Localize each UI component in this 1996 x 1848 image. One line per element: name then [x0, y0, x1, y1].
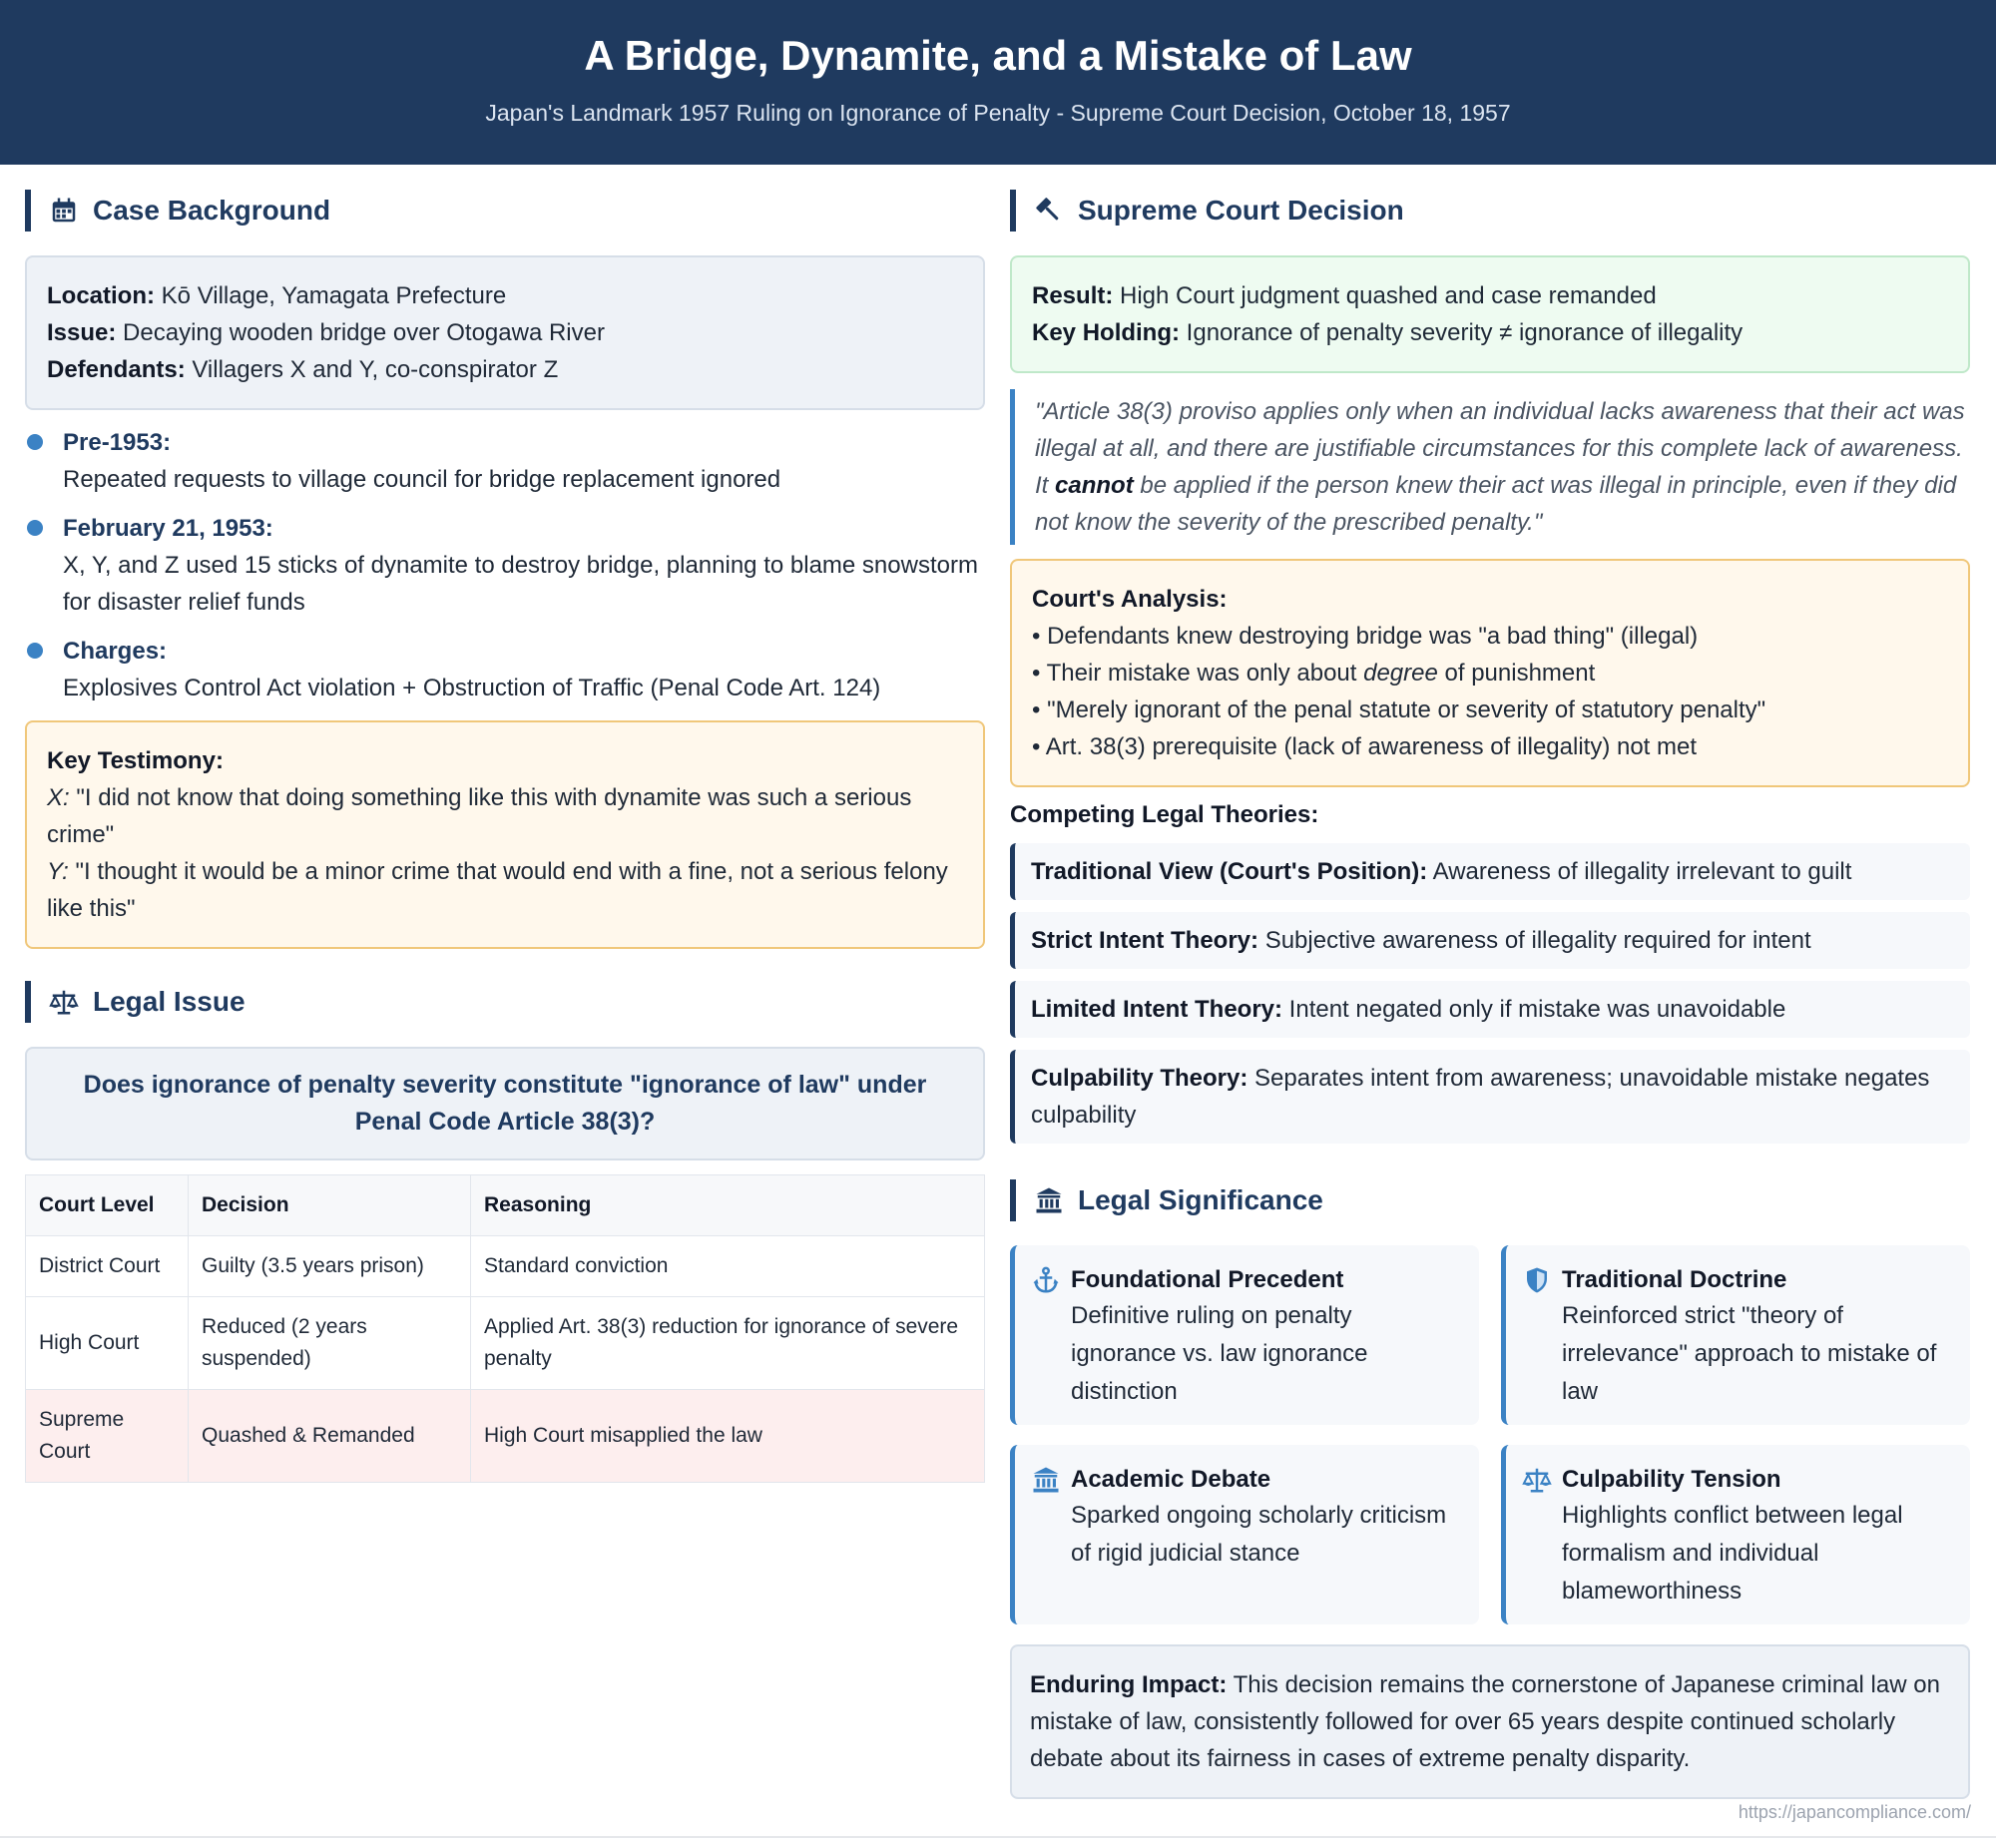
table-cell: Guilty (3.5 years prison) — [189, 1236, 471, 1297]
table-cell: Standard conviction — [471, 1236, 985, 1297]
timeline — [25, 424, 985, 706]
significance-card — [1501, 1445, 1970, 1624]
left-column — [25, 190, 985, 1483]
timeline-dot — [27, 520, 43, 536]
column-header: Reasoning — [471, 1175, 985, 1236]
card-text: Sparked ongoing scholarly criticism of rigid judicial stance — [1071, 1502, 1447, 1567]
table-row — [26, 1236, 985, 1297]
page-header — [0, 0, 1996, 165]
court-decisions-table — [25, 1174, 985, 1483]
table-cell: High Court — [26, 1297, 189, 1390]
card-title: Culpability Tension — [1562, 1466, 1781, 1493]
testimony-title: Key Testimony: — [47, 747, 224, 774]
location-line: Location: Kō Village, Yamagata Prefecture — [47, 282, 507, 309]
case-background-title: Case Background — [93, 195, 331, 226]
source-url: https://japancompliance.com/ — [1738, 1802, 1971, 1822]
theory-item: Culpability Theory: Separates intent from awareness; unavoidable mistake negates culpability — [1010, 1050, 1970, 1144]
analysis-title: Court's Analysis: — [1032, 586, 1228, 613]
testimony-x: X: "I did not know that doing something like this with dynamite was such a serious crime" — [47, 784, 912, 848]
shield-icon — [1522, 1265, 1552, 1295]
timeline-date: Charges: — [63, 638, 168, 665]
calendar-icon — [49, 196, 79, 226]
issue-line: Issue: Decaying wooden bridge over Otogawa River — [47, 319, 605, 346]
table-row-highlighted — [26, 1390, 985, 1483]
gavel-icon — [1034, 196, 1064, 226]
result-line: Result: High Court judgment quashed and case remanded — [1032, 282, 1657, 309]
supreme-court-heading — [1010, 190, 1970, 231]
legal-significance-title: Legal Significance — [1078, 1184, 1323, 1215]
decision-result-box — [1010, 255, 1970, 373]
case-background-heading — [25, 190, 985, 231]
table-cell: Applied Art. 38(3) reduction for ignorance of severe penalty — [471, 1297, 985, 1390]
timeline-item — [25, 633, 985, 706]
table-cell: High Court misapplied the law — [471, 1390, 985, 1483]
analysis-item: • Art. 38(3) prerequisite (lack of awareness of illegality) not met — [1032, 733, 1698, 760]
significance-cards — [1010, 1245, 1970, 1624]
timeline-text: Repeated requests to village council for bridge replacement ignored — [63, 466, 781, 493]
timeline-date: Pre-1953: — [63, 429, 172, 456]
card-title: Traditional Doctrine — [1562, 1266, 1787, 1293]
theory-item: Traditional View (Court's Position): Awareness of illegality irrelevant to guilt — [1010, 843, 1970, 900]
anchor-icon — [1031, 1265, 1061, 1295]
timeline-text: X, Y, and Z used 15 sticks of dynamite to destroy bridge, planning to blame snowstorm for disaster relief funds — [63, 552, 978, 616]
page-subtitle: Japan's Landmark 1957 Ruling on Ignorance of Penalty - Supreme Court Decision, October 18, 1957 — [485, 100, 1511, 126]
case-facts-box — [25, 255, 985, 410]
column-header: Court Level — [26, 1175, 189, 1236]
table-header-row — [26, 1175, 985, 1236]
significance-card — [1010, 1445, 1479, 1624]
significance-card — [1501, 1245, 1970, 1425]
key-testimony-box — [25, 720, 985, 949]
timeline-date: February 21, 1953: — [63, 515, 273, 542]
institution-icon — [1031, 1465, 1061, 1495]
page-title: A Bridge, Dynamite, and a Mistake of Law — [584, 32, 1412, 79]
institution-icon — [1034, 1185, 1064, 1215]
legal-significance-heading — [1010, 1179, 1970, 1221]
table-cell: District Court — [26, 1236, 189, 1297]
court-analysis-box — [1010, 559, 1970, 787]
card-text: Reinforced strict "theory of irrelevance" approach to mistake of law — [1562, 1302, 1937, 1405]
supreme-court-title: Supreme Court Decision — [1078, 195, 1404, 226]
analysis-item: • Defendants knew destroying bridge was "a bad thing" (illegal) — [1032, 623, 1699, 650]
scale-icon — [49, 987, 79, 1017]
card-text: Highlights conflict between legal formalism and individual blameworthiness — [1562, 1502, 1903, 1605]
table-cell: Reduced (2 years suspended) — [189, 1297, 471, 1390]
legal-issue-heading — [25, 981, 985, 1023]
testimony-y: Y: "I thought it would be a minor crime that would end with a fine, not a serious felony like this" — [47, 858, 948, 922]
table-cell: Supreme Court — [26, 1390, 189, 1483]
enduring-impact-box: Enduring Impact: This decision remains the cornerstone of Japanese criminal law on mistake of law, consistently followed for over 65 years despite continued scholarly debate about its fairness in cases of extreme penalty disparity. — [1010, 1644, 1970, 1799]
timeline-dot — [27, 434, 43, 450]
analysis-item: • Their mistake was only about degree of punishment — [1032, 660, 1596, 687]
court-quote: "Article 38(3) proviso applies only when an individual lacks awareness that their act was illegal at all, and there are justifiable circumstances for this complete lack of awareness. It cannot be applied if the person knew their act was illegal in principle, even if they did not know the severity of the prescribed penalty." — [1010, 389, 1970, 545]
defendants-line: Defendants: Villagers X and Y, co-conspirator Z — [47, 356, 559, 383]
significance-card — [1010, 1245, 1479, 1425]
holding-line: Key Holding: Ignorance of penalty severity ≠ ignorance of illegality — [1032, 319, 1744, 346]
timeline-item — [25, 424, 985, 498]
theory-item: Limited Intent Theory: Intent negated only if mistake was unavoidable — [1010, 981, 1970, 1038]
timeline-item — [25, 510, 985, 621]
table-row — [26, 1297, 985, 1390]
table-cell: Quashed & Remanded — [189, 1390, 471, 1483]
legal-issue-title: Legal Issue — [93, 986, 246, 1017]
page-footer — [0, 1836, 1996, 1848]
right-column — [1010, 190, 1970, 1799]
timeline-dot — [27, 643, 43, 659]
scale-icon — [1522, 1465, 1552, 1495]
analysis-item: • "Merely ignorant of the penal statute or severity of statutory penalty" — [1032, 696, 1766, 723]
card-title: Academic Debate — [1071, 1466, 1271, 1493]
legal-question: Does ignorance of penalty severity constitute "ignorance of law" under Penal Code Article 38(3)? — [25, 1047, 985, 1160]
column-header: Decision — [189, 1175, 471, 1236]
theories-title: Competing Legal Theories: — [1010, 801, 1319, 828]
theory-item: Strict Intent Theory: Subjective awareness of illegality required for intent — [1010, 912, 1970, 969]
timeline-text: Explosives Control Act violation + Obstruction of Traffic (Penal Code Art. 124) — [63, 675, 881, 701]
card-text: Definitive ruling on penalty ignorance vs. law ignorance distinction — [1071, 1302, 1368, 1405]
card-title: Foundational Precedent — [1071, 1266, 1344, 1293]
